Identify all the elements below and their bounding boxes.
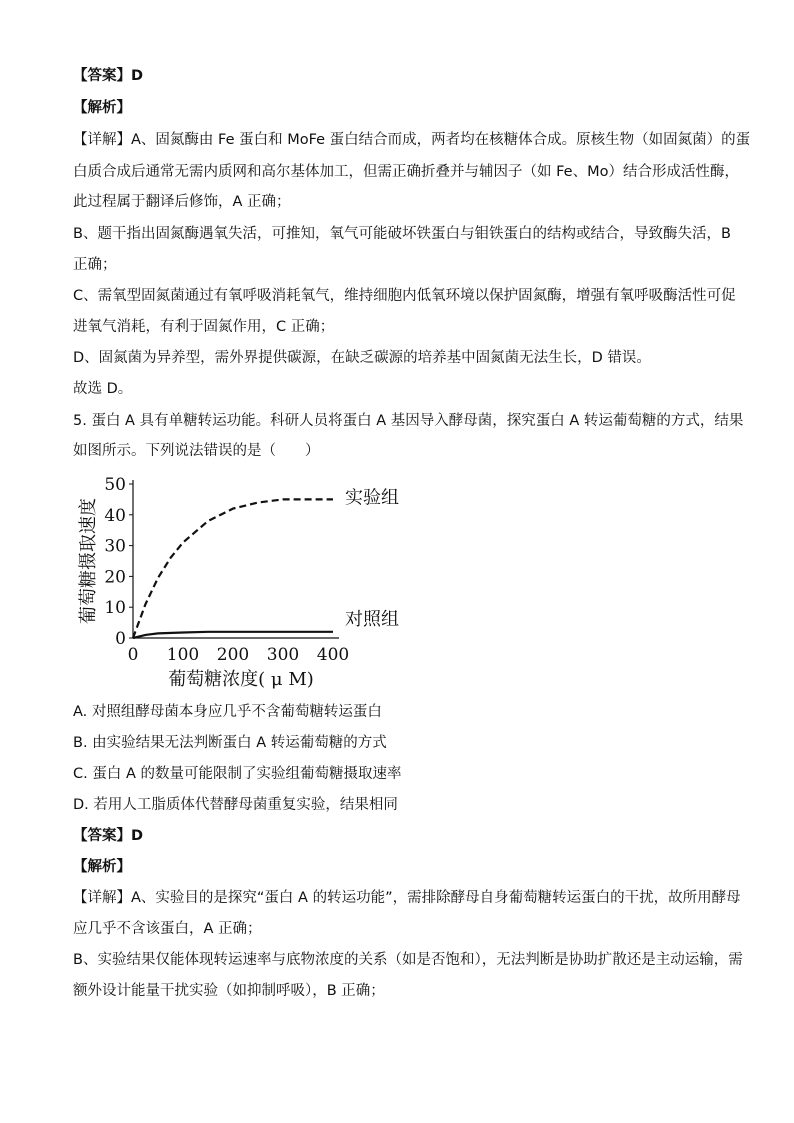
glucose-uptake-chart xyxy=(72,470,399,695)
detail-line: 此过程属于翻译后修饰，A 正确； xyxy=(73,194,291,210)
detail-line: 进氧气消耗，有利于固氮作用，C 正确； xyxy=(73,319,335,335)
detail-line: 【详解】A、实验目的是探究“蛋白 A 的转运功能”，需排除酵母自身葡萄糖转运蛋白的干扰，故所用酵母 xyxy=(73,890,741,906)
y-tick-label: 50 xyxy=(104,475,126,495)
series-label: 对照组 xyxy=(345,608,399,630)
answer-label: 【答案】D xyxy=(73,828,144,844)
y-tick-label: 30 xyxy=(104,536,126,557)
option-c: C. 蛋白 A 的数量可能限制了实验组葡萄糖摄取速率 xyxy=(73,766,402,782)
y-axis-label: 葡萄糖摄取速度 xyxy=(78,498,99,624)
detail-line: 额外设计能量干扰实验（如抑制呼吸），B 正确； xyxy=(73,983,385,999)
detail-line: D、固氮菌为异养型，需外界提供碳源，在缺乏碳源的培养基中固氮菌无法生长，D 错误。 xyxy=(73,350,651,366)
detail-line: 【详解】A、固氮酶由 Fe 蛋白和 MoFe 蛋白结合而成，两者均在核糖体合成。原核生物（如固氮菌）的蛋 xyxy=(73,132,751,148)
analysis-label: 【解析】 xyxy=(73,100,131,116)
x-axis-label: 葡萄糖浓度( μ M) xyxy=(168,669,314,690)
y-tick-label: 0 xyxy=(115,629,126,649)
x-tick-label: 100 xyxy=(166,645,200,665)
y-tick-label: 40 xyxy=(104,505,126,526)
option-b: B. 由实验结果无法判断蛋白 A 转运葡萄糖的方式 xyxy=(73,735,387,751)
series-line xyxy=(133,499,333,638)
analysis-label: 【解析】 xyxy=(73,859,131,875)
y-tick-label: 20 xyxy=(104,567,126,588)
detail-line: 正确； xyxy=(73,257,117,273)
y-tick-label: 10 xyxy=(104,598,126,619)
question-text: 5. 蛋白 A 具有单糖转运功能。科研人员将蛋白 A 基因导入酵母菌，探究蛋白 A 转运葡萄糖的方式，结果 xyxy=(73,413,744,429)
detail-line: 白质合成后通常无需内质网和高尔基体加工，但需正确折叠并与辅因子（如 Fe、Mo）结合形成活性酶， xyxy=(73,164,739,180)
x-tick-label: 200 xyxy=(216,645,250,665)
option-a: A. 对照组酵母菌本身应几乎不含葡萄糖转运蛋白 xyxy=(73,704,382,720)
series-line xyxy=(133,632,333,638)
x-tick-label: 300 xyxy=(266,645,300,665)
detail-line: 应几乎不含该蛋白，A 正确； xyxy=(73,921,262,937)
option-d: D. 若用人工脂质体代替酵母菌重复实验，结果相同 xyxy=(73,797,398,813)
series-label: 实验组 xyxy=(345,487,399,509)
question-text: 如图所示。下列说法错误的是（ ） xyxy=(73,443,320,459)
detail-line: B、题干指出固氮酶遇氧失活，可推知，氧气可能破坏铁蛋白与钼铁蛋白的结构或结合，导致酶失活，B xyxy=(73,226,731,242)
detail-line: 故选 D。 xyxy=(73,381,133,397)
detail-line: B、实验结果仅能体现转运速率与底物浓度的关系（如是否饱和），无法判断是协助扩散还是主动运输，需 xyxy=(73,952,743,968)
x-tick-label: 0 xyxy=(127,645,139,665)
answer-label: 【答案】D xyxy=(73,68,144,84)
x-tick-label: 400 xyxy=(316,645,350,665)
detail-line: C、需氧型固氮菌通过有氧呼吸消耗氧气，维持细胞内低氧环境以保护固氮酶，增强有氧呼吸酶活性可促 xyxy=(73,288,736,304)
